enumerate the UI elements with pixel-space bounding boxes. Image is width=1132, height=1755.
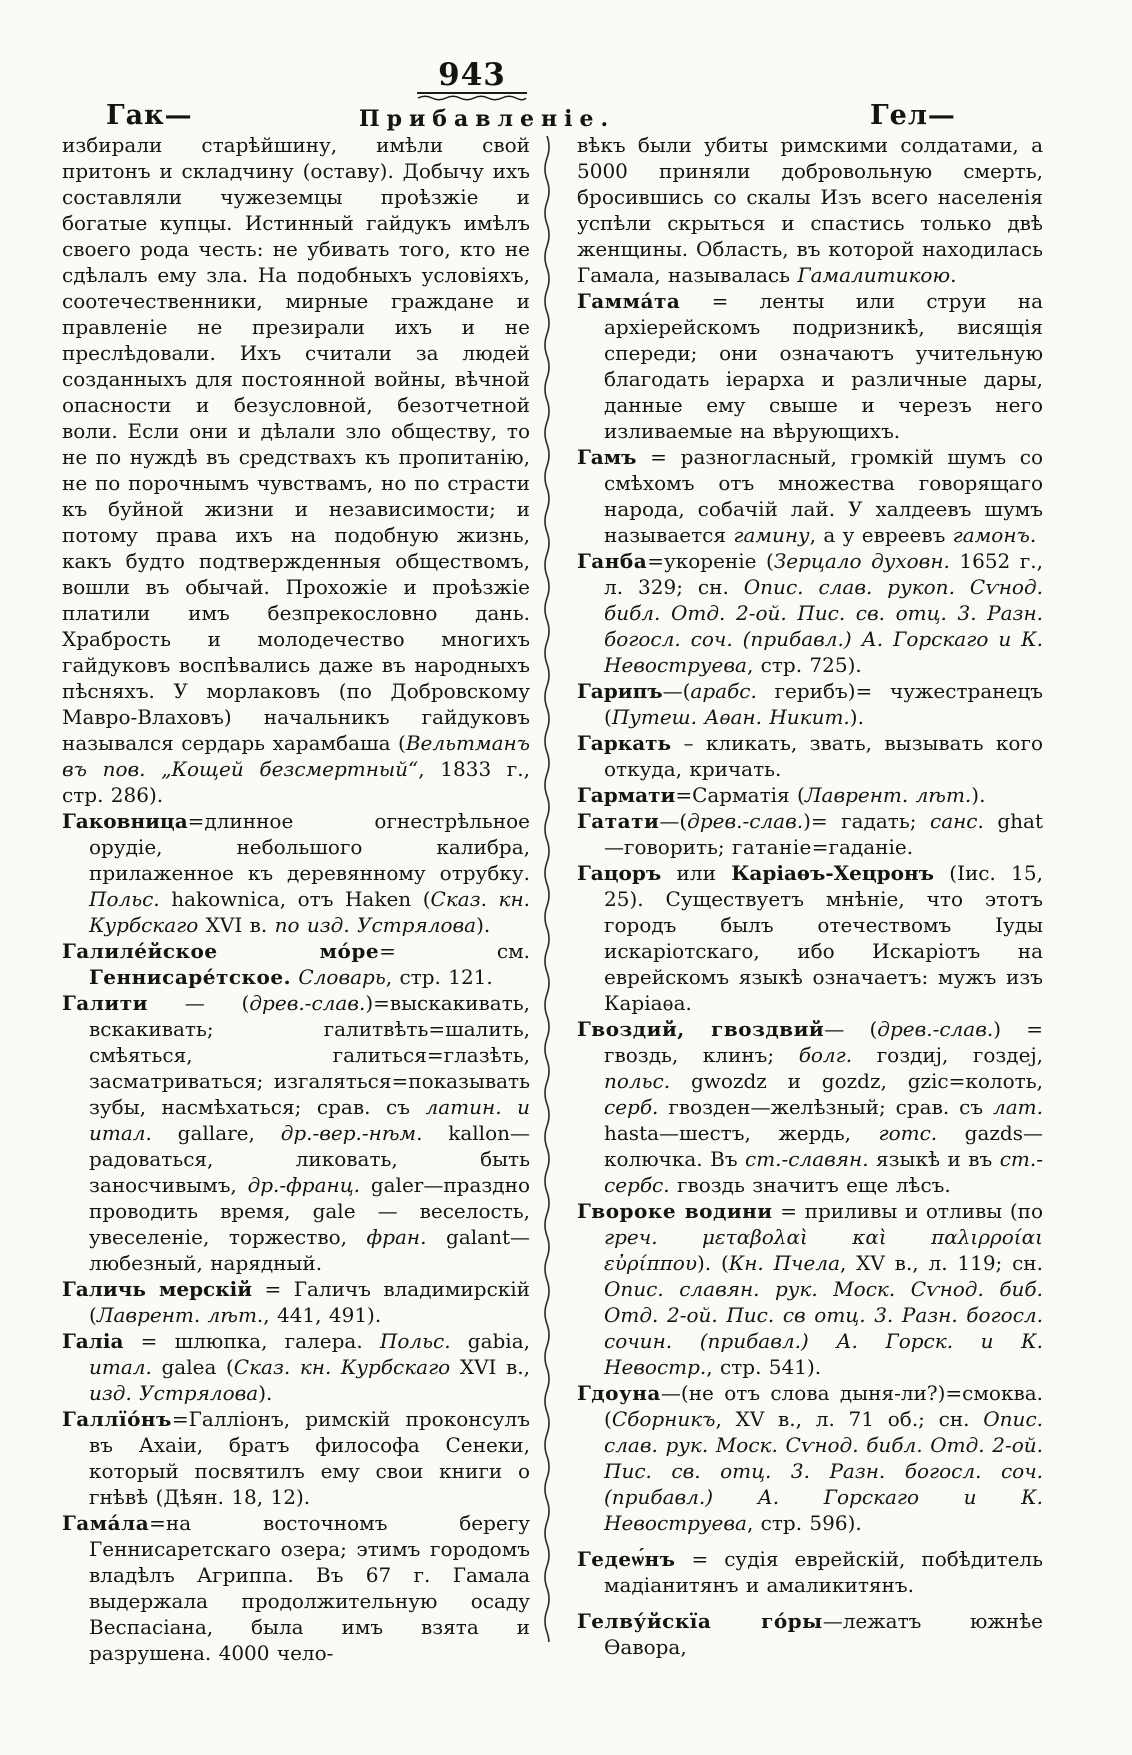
text-run: —(не отъ слова дыня-ли?)=смоква. ( — [604, 1381, 1043, 1431]
text-run: kallon—радоваться, ликовать, быть заносчивымъ, — [89, 1121, 530, 1197]
text-run: Путеш. Аѳан. Никит. — [611, 705, 850, 729]
text-run: ) = гвоздь, клинъ; — [604, 1017, 1043, 1067]
text-run: гвозден—желѣзный; срав. съ — [658, 1095, 994, 1119]
headword: Гатати — [577, 809, 660, 833]
text-run — [658, 1225, 702, 1249]
text-run: = ленты или струи на архіерейскомъ подризникѣ, висящія спереди; они означаютъ учительную благодать іерарха и различные дары, данные ему свыше и черезъ него изливаемые на вѣрующихъ. — [604, 289, 1043, 443]
text-run: вѣкъ были убиты римскими солдатами, а 5000 приняли добровольную смерть, бросившись со скалы Изъ всего населенія успѣли скрыться и спастись только двѣ женщины. Область, въ которой находилась Гамала, называлась — [577, 133, 1043, 287]
headword: Гамъ — [577, 445, 637, 469]
text-run: = разногласный, громкій шумъ со смѣхомъ отъ множества говорящаго народа, собачій лай. У халдеевъ шумъ называется — [604, 445, 1043, 547]
text-run: ). ( — [696, 1251, 729, 1275]
text-run: — ( — [147, 991, 250, 1015]
running-head-center: Прибавленіе. — [358, 106, 616, 132]
text-run: ghat —говорить; — [604, 809, 1043, 859]
column-divider — [541, 136, 553, 1642]
text-run: или — [661, 861, 732, 885]
column-left — [62, 132, 530, 1666]
text-run: Геннисаре́тское. — [89, 965, 292, 989]
text-run: hasta—шестъ, жердь, — [604, 1121, 879, 1145]
text-run: —( — [659, 809, 688, 833]
text-run: др.-франц. — [247, 1173, 361, 1197]
text-run: лат. — [993, 1095, 1043, 1119]
text-run: —лежатъ южнѣе Ѳавора, — [604, 1609, 1044, 1659]
text-run: арабс. — [690, 679, 757, 703]
text-run: готс. — [878, 1121, 938, 1145]
text-run: =длинное огнестрѣльное орудіе, небольшого калибра, прилаженное къ деревянному отрубку. — [89, 809, 530, 885]
text-run: Сборникъ — [611, 1407, 716, 1431]
dictionary-entry — [577, 860, 1043, 1016]
text-run: по изд. Устрялова — [274, 913, 477, 937]
text-run: gabia, — [450, 1329, 530, 1353]
text-run: ст.-сербс. — [604, 1147, 1043, 1197]
text-run: языкѣ и въ — [868, 1147, 1000, 1171]
headword: Гелву́йскїа го́ры — [577, 1609, 823, 1633]
text-run: – кликать, звать, вызывать кого откуда, кричать. — [604, 731, 1043, 781]
text-run: фран. — [366, 1225, 427, 1249]
text-run: серб. — [604, 1095, 659, 1119]
text-run: древ.-слав. — [249, 991, 366, 1015]
text-run: ). — [849, 705, 864, 729]
text-run: герибъ)= чужестранецъ ( — [604, 679, 1043, 729]
text-run: Опис. слав. рукоп. Сѵнод. библ. Отд. 2-ой. Пис. св. отц. 3. Разн. богосл. соч. (прибавл.) А. Горскаго и К. Невоструева — [604, 575, 1044, 677]
running-head-left: Гак— — [106, 100, 193, 131]
text-run: Опис. слав. рук. Моск. Сѵнод. библ. Отд. 2-ой. Пис. св. отц. 3. Разн. богосл. соч. (прибавл.) А. Горскаго и К. Невоструева — [604, 1407, 1043, 1535]
headword: Гаковница — [62, 809, 188, 833]
text-run: , стр. 541). — [706, 1355, 822, 1379]
text-run: (Іис. 15, 25). Существуетъ мнѣніе, что этотъ городъ былъ отечествомъ Іуды искаріотскаго, ибо Искаріотъ на еврейскомъ языкѣ означаетъ: мужъ изъ Каріаѳа. — [604, 861, 1043, 1015]
text-run: , стр. 596). — [746, 1511, 862, 1535]
text-run: польс. — [604, 1069, 671, 1093]
text-run: =Галліонъ, римскій проконсулъ въ Ахаіи, братъ философа Сенеки, который посвятилъ ему свои книги о гнѣвѣ (Дѣян. 18, 12). — [89, 1407, 530, 1509]
text-run: Лаврент. лѣт. — [804, 783, 972, 807]
text-run: Кн. Пчела — [728, 1251, 840, 1275]
dictionary-entry — [577, 288, 1043, 444]
dictionary-entry — [577, 1546, 1043, 1598]
page-number-block — [0, 57, 944, 103]
text-run: Зерцало духовн. — [773, 549, 950, 573]
text-run: итал. — [89, 1355, 152, 1379]
text-run: , XV в., л. 71 об.; сн. — [715, 1407, 984, 1431]
text-run: древ.-слав. — [687, 809, 804, 833]
text-run: —( — [662, 679, 691, 703]
text-run: galea ( — [151, 1355, 234, 1379]
text-run: Польс. — [379, 1329, 451, 1353]
text-run: древ.-слав. — [877, 1017, 994, 1041]
text-run: ст.-славян. — [745, 1147, 869, 1171]
text-run: Сказ. кн. Курбскаго — [89, 887, 530, 937]
dictionary-entry — [62, 808, 530, 938]
dictionary-entry — [62, 1510, 530, 1666]
text-run: санс. — [930, 809, 984, 833]
text-run: изд. Устрялова — [89, 1381, 259, 1405]
dictionary-entry — [577, 1198, 1043, 1380]
text-run: гвоздь значитъ еще лѣсъ. — [669, 1173, 951, 1197]
dictionary-entry — [577, 808, 1043, 860]
text-run: греч. — [604, 1225, 658, 1249]
headword: Галичь мерскій — [62, 1277, 253, 1301]
headword: Галіа — [62, 1329, 124, 1353]
text-run: болг. — [798, 1043, 853, 1067]
dictionary-entry-continuation — [62, 132, 530, 808]
headword: Гвоздий, гвоздвий — [577, 1017, 825, 1041]
text-run: Каріаѳъ-Хецронъ — [731, 861, 934, 885]
dictionary-entry — [62, 1328, 530, 1406]
text-run: galant—любезный, нарядный. — [89, 1225, 530, 1275]
page-number-squiggle — [416, 94, 528, 103]
text-run: ). — [258, 1381, 273, 1405]
text-run: =укореніе ( — [647, 549, 774, 573]
text-run: гамонъ. — [952, 523, 1037, 547]
text-run: =на восточномъ берегу Геннисаретскаго озера; этимъ городомъ владѣлъ Агриппа. Въ 67 г. Гамала выдержала продолжительную осаду Веспасіана, была имъ взята и разрушена. 4000 чело- — [89, 1511, 530, 1665]
text-run: , 1833 г., стр. 286). — [62, 757, 530, 807]
text-run: избирали старѣйшину, имѣли свой притонъ и складчину (оставу). Добычу ихъ составляли чужеземцы проѣзжіе и богатые купцы. Истинный гайдукъ имѣлъ своего рода честь: не убивать того, кто не сдѣлалъ ему зла. На подобныхъ условіяхъ, соотечественники, мирные граждане и правленіе не презирали ихъ и не преслѣдовали. Ихъ считали за людей созданныхъ для постоянной войны, вѣчной опасности и безусловной, безотчетной воли. Если они и дѣлали зло обществу, то не по нуждѣ въ средствахъ къ пропитанію, не по порочнымъ чувствамъ, но по страсти къ буйной жизни и независимости; и потому права ихъ на подобную жизнь, какъ будто подтвержденныя обществомъ, вошли въ обычай. Прохожіе и проѣзжіе платили имъ безпрекословно дань. Храбрость и молодечество многихъ гайдуковъ воспѣвались даже въ народныхъ пѣсняхъ. У морлаковъ (по Добровскому Мавро-Влаховъ) начальникъ гайдуковъ назывался сердарь харамбаша ( — [62, 133, 530, 755]
text-run: , стр. 121. — [385, 965, 493, 989]
dictionary-entry — [62, 938, 530, 990]
dictionary-entry — [577, 678, 1043, 730]
text-run: )=выскакивать, вскакивать; галитвѣть=шалить, смѣяться, галиться=глазѣть, засматриваться; изгаляться=показывать зубы, насмѣхаться; срав. съ — [89, 991, 530, 1119]
text-run: = см. — [379, 939, 531, 963]
running-head-right: Гел— — [870, 100, 956, 131]
headword: Галити — [62, 991, 148, 1015]
text-run: =гаданіе. — [811, 835, 914, 859]
headword: Галлїо́нъ — [62, 1407, 172, 1431]
text-run: μεταβολαὶ καὶ παλιρροίαι εὐρίππου — [604, 1225, 1043, 1275]
text-run: гатаніе — [732, 835, 812, 859]
text-run: гоздиj, гоздеj, — [852, 1043, 1044, 1067]
headword: Гама́ла — [62, 1511, 150, 1535]
headword: Гдоуна — [577, 1381, 661, 1405]
headword: Гарипъ — [577, 679, 663, 703]
text-run: = судія еврейскій, побѣдитель мадіанитянъ и амаликитянъ. — [604, 1547, 1043, 1597]
text-run: hakownica, отъ Haken ( — [159, 887, 431, 911]
dictionary-entry-continuation — [577, 132, 1043, 288]
dictionary-entry — [62, 1406, 530, 1510]
text-run: латин. и итал. — [89, 1095, 530, 1145]
headword: Ганба — [577, 549, 648, 573]
dictionary-entry — [577, 1608, 1043, 1660]
column-divider-path — [545, 136, 549, 1642]
text-run: Сказ. кн. Курбскаго — [233, 1355, 451, 1379]
page-number: 943 — [438, 57, 506, 93]
text-run: 1652 г., л. 329; сн. — [604, 549, 1043, 599]
text-run: gallare, — [151, 1121, 281, 1145]
headword: Гедеѡ́нъ — [577, 1547, 676, 1571]
text-run: , 441, 491). — [263, 1303, 382, 1327]
headword: Гаркать — [577, 731, 672, 755]
text-run: Лаврент. лѣт. — [96, 1303, 264, 1327]
dictionary-entry — [577, 730, 1043, 782]
dictionary-entry — [577, 1380, 1043, 1536]
text-run: = Галичъ владимирскій ( — [89, 1277, 530, 1327]
text-run: др.-вер.-нѣм. — [280, 1121, 423, 1145]
text-run: XVI в., — [450, 1355, 530, 1379]
text-run: , а у евреевъ — [809, 523, 953, 547]
text-run: , стр. 725). — [746, 653, 862, 677]
text-run: Вельтманъ въ пов. „Кощей безсмертный“ — [62, 731, 530, 781]
text-run: gwozdz и gozdz, gzic=колоть, — [670, 1069, 1043, 1093]
text-run: , XV в., л. 119; сн. — [840, 1251, 1043, 1275]
text-run: )= гадать; — [803, 809, 930, 833]
text-run: Словарь — [298, 965, 386, 989]
text-run: = шлюпка, галера. — [123, 1329, 380, 1353]
text-run: XVI в. — [198, 913, 275, 937]
text-run: ). — [971, 783, 986, 807]
text-run: = приливы и отливы (по — [772, 1199, 1043, 1223]
headword: Гвороке водини — [577, 1199, 773, 1223]
text-run: Опис. славян. рук. Моск. Сѵнод. биб. Отд. 2-ой. Пис. св отц. 3. Разн. богосл. сочин. (прибавл.) А. Горск. и К. Невостр. — [604, 1277, 1043, 1379]
text-run: Гамалитикою. — [797, 263, 957, 287]
headword: Галиле́йское мо́ре — [62, 939, 380, 963]
dictionary-entry — [577, 548, 1043, 678]
text-run: galer—праздно проводить время, gale — веселость, увеселеніе, торжество, — [89, 1173, 530, 1249]
text-run: ). — [476, 913, 491, 937]
dictionary-entry — [62, 990, 530, 1276]
headword: Гамма́та — [577, 289, 681, 313]
dictionary-entry — [577, 444, 1043, 548]
text-run: гамину — [733, 523, 810, 547]
dictionary-entry — [62, 1276, 530, 1328]
text-run: — ( — [824, 1017, 878, 1041]
headword: Гацоръ — [577, 861, 662, 885]
text-run: =Сарматія ( — [675, 783, 805, 807]
text-run: gazds—колючка. Въ — [604, 1121, 1043, 1171]
text-run: Польс. — [89, 887, 160, 911]
headword: Гармати — [577, 783, 676, 807]
dictionary-entry — [577, 1016, 1043, 1198]
dictionary-entry — [577, 782, 1043, 808]
column-right — [577, 132, 1043, 1660]
